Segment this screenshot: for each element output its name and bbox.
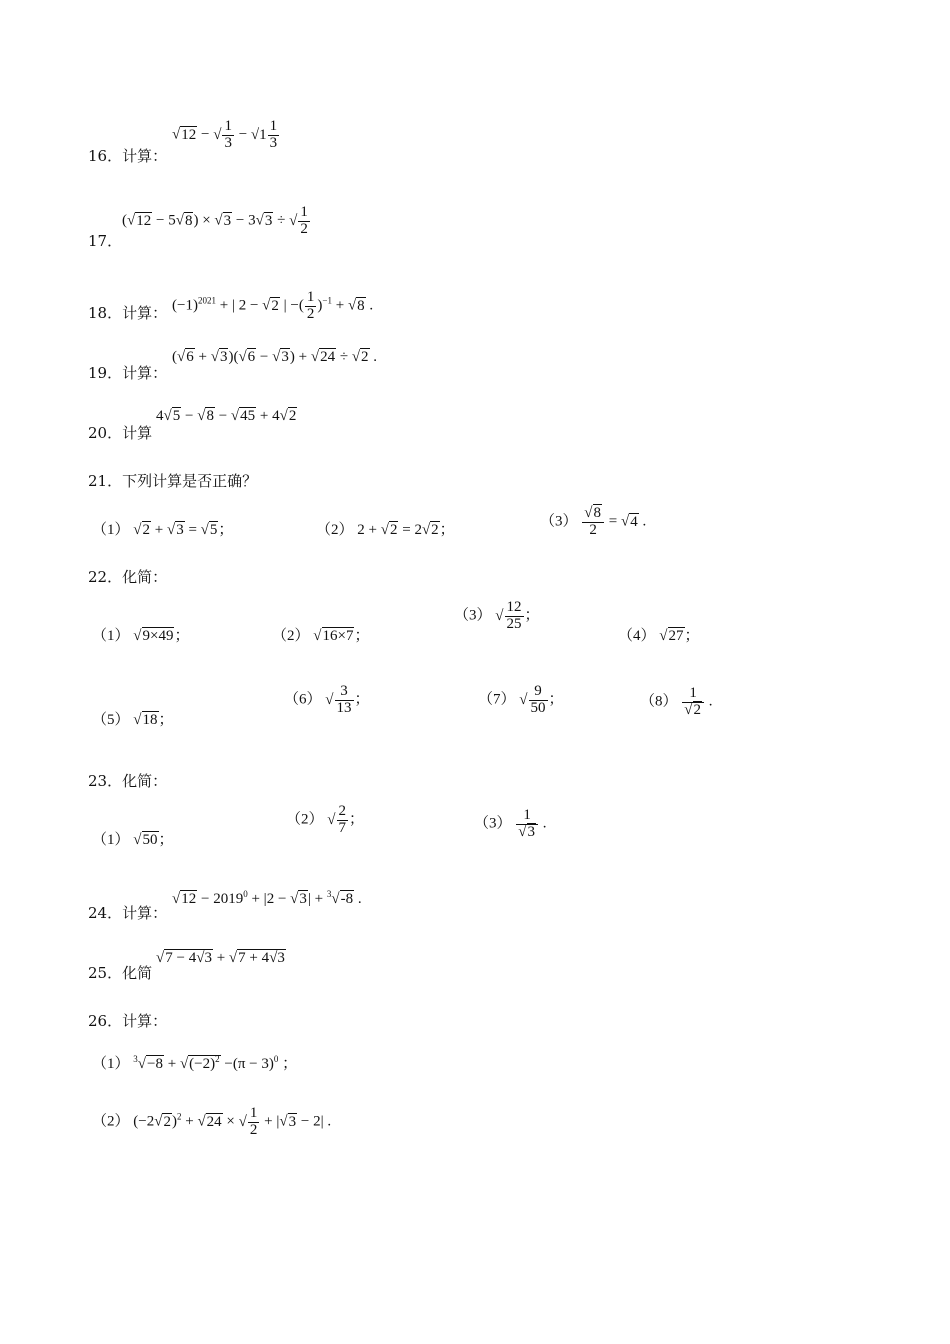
q18-expression: $(-1)^{2021}$ + | 2 − √2 | −( $\frac{1}{2}$ )$^{-1}$ + √8 . — [172, 289, 374, 322]
question-number: 16． — [88, 147, 123, 165]
q22-part-7: （7） √ $\frac{9}{50}$ ； — [478, 683, 564, 716]
question-20 — [88, 422, 152, 443]
question-number: 22． — [88, 568, 123, 586]
q26-part-2: （2） $(-2√2)^2 + √24$ × √ $\frac{1}{2}$ + |√3 − 2| . — [92, 1105, 332, 1138]
question-label: 化简 — [122, 964, 153, 982]
q26-part-1: （1） $^3√-8 + √(-2)^2 -(\pi - 3)^0$ ； — [92, 1054, 298, 1072]
q19-expression: (√6 + √3)(√6 − √3) + √24 ÷ √2 . — [172, 349, 378, 365]
q24-expression: √12 − 2019$^0$ + |2 − √3| + $^3$√-8 . — [172, 889, 362, 907]
question-number: 18． — [88, 304, 123, 322]
question-17 — [88, 230, 122, 251]
q23-part-2: （2） √ $\frac{2}{7}$ ； — [286, 803, 365, 836]
q22-part-2: （2） √16×7； — [272, 628, 370, 644]
question-number: 20． — [88, 424, 123, 442]
question-25 — [88, 962, 152, 983]
question-number: 23． — [88, 772, 123, 790]
question-label: 化简： — [122, 568, 168, 586]
question-22 — [88, 566, 167, 587]
question-label: 计算： — [122, 364, 168, 382]
question-label: 计算： — [122, 304, 168, 322]
question-24 — [88, 902, 167, 923]
question-21 — [88, 470, 257, 491]
q22-part-5: （5） √18； — [92, 712, 174, 728]
q17-expression: (√12 − 5√8) × √3 − 3√3 ÷ √ $\frac{1}{2}$ — [122, 204, 308, 237]
q21-part-1: （1） √2 + √3 = √5； — [92, 522, 234, 538]
question-label: 计算： — [122, 1012, 168, 1030]
question-16 — [88, 145, 167, 166]
question-number: 26． — [88, 1012, 123, 1030]
question-19 — [88, 362, 167, 383]
question-number: 21． — [88, 472, 123, 490]
q23-part-3: （3） $\frac{1}{√3}$ . — [474, 807, 547, 840]
q16-expression: √12 − √ $\frac{1}{3}$ − √1 $\frac{1}{3}$ — [172, 118, 278, 151]
q22-part-1: （1） √9×49； — [92, 628, 190, 644]
q23-part-1: （1） √50； — [92, 832, 174, 848]
q21-part-3: （3） $\frac{√8}{2}$ = √4 . — [540, 505, 647, 538]
question-label: 计算： — [122, 904, 168, 922]
q22-part-8: （8） $\frac{1}{√2}$ . — [640, 685, 713, 718]
q22-part-3: （3） √ $\frac{12}{25}$ ； — [454, 599, 540, 632]
question-number: 19． — [88, 364, 123, 382]
q20-expression: 4√5 − √8 − √45 + 4√2 — [156, 408, 297, 424]
question-label: 计算 — [122, 424, 153, 442]
question-26 — [88, 1010, 167, 1031]
question-number: 25． — [88, 964, 123, 982]
q21-part-2: （2） 2 + √2 = 2√2； — [316, 522, 455, 538]
q22-part-4: （4） √27； — [618, 628, 700, 644]
question-number: 17． — [88, 232, 123, 250]
q22-part-6: （6） √ $\frac{3}{13}$ ； — [284, 683, 370, 716]
question-label: 化简： — [122, 772, 168, 790]
question-label: 下列计算是否正确？ — [122, 472, 258, 490]
q25-expression: √7 − 4√3 + √7 + 4√3 — [156, 950, 285, 966]
question-18 — [88, 302, 167, 323]
question-23 — [88, 770, 167, 791]
question-number: 24． — [88, 904, 123, 922]
question-label: 计算： — [122, 147, 168, 165]
